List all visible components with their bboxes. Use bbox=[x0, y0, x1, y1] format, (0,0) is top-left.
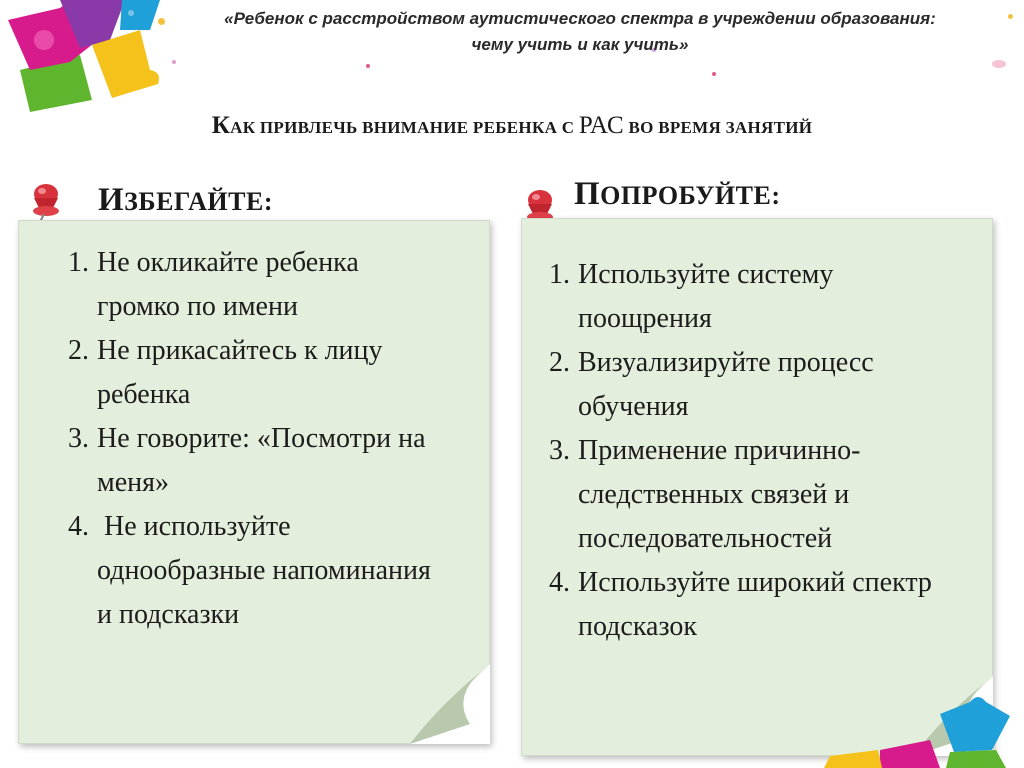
item-number: 2. bbox=[68, 335, 89, 366]
avoid-heading-rest: ЗБЕГАЙТЕ: bbox=[124, 187, 273, 216]
title-first-letter: К bbox=[211, 112, 231, 139]
puzzle-piece-green bbox=[946, 750, 1006, 768]
puzzle-piece-blue bbox=[940, 697, 1010, 752]
puzzle-pieces-logo bbox=[0, 0, 165, 120]
page-curl-left bbox=[410, 664, 490, 744]
item-text: Применение причинно-следственных связей и последовательностей bbox=[578, 435, 861, 554]
item-number: 3. bbox=[68, 423, 89, 454]
avoid-heading bbox=[98, 182, 273, 219]
item-text: Используйте систему поощрения bbox=[578, 259, 834, 334]
decor-dot bbox=[366, 64, 370, 68]
try-note-card bbox=[521, 218, 993, 756]
item-number: 3. bbox=[549, 435, 570, 466]
item-text: Не прикасайтесь к лицу ребенка bbox=[97, 335, 383, 410]
item-number: 1. bbox=[68, 247, 89, 278]
item-text: Не говорите: «Посмотри на меня» bbox=[97, 423, 426, 498]
item-text: Не используйте однообразные напоминания и подсказки bbox=[97, 511, 438, 630]
item-number: 2. bbox=[549, 347, 570, 378]
try-item bbox=[526, 341, 966, 429]
puzzle-piece-yellow bbox=[824, 750, 882, 768]
header-line-2: чему учить и как учить» bbox=[471, 35, 689, 54]
item-number: 1. bbox=[549, 259, 570, 290]
try-heading-first: П bbox=[574, 176, 601, 212]
slide-title bbox=[0, 112, 1024, 140]
try-item bbox=[526, 429, 966, 561]
avoid-item bbox=[45, 241, 445, 329]
avoid-heading-first: И bbox=[98, 182, 125, 218]
avoid-item bbox=[45, 505, 445, 637]
decor-dot bbox=[128, 10, 134, 16]
item-text: Не окликайте ребенка громко по имени bbox=[97, 247, 359, 322]
try-item bbox=[526, 253, 966, 341]
decor-dot bbox=[712, 72, 716, 76]
presentation-header bbox=[150, 6, 1010, 58]
item-text: Визуализируйте процесс обучения bbox=[578, 347, 874, 422]
title-rest-1: АК ПРИВЛЕЧЬ ВНИМАНИЕ РЕБЕНКА С bbox=[230, 118, 579, 137]
try-item bbox=[526, 561, 966, 649]
item-number: 4. bbox=[68, 511, 89, 542]
puzzle-pieces-corner-icon bbox=[820, 690, 1024, 768]
decor-dot bbox=[172, 60, 176, 64]
item-number: 4. bbox=[549, 567, 570, 598]
title-rest-2: ВО ВРЕМЯ ЗАНЯТИЙ bbox=[623, 118, 813, 137]
puzzle-piece-magenta bbox=[880, 740, 940, 768]
decor-dot bbox=[992, 60, 1006, 68]
avoid-item bbox=[45, 329, 445, 417]
header-line-1: «Ребенок с расстройством аутистического спектра в учреждении образования: bbox=[224, 9, 936, 28]
avoid-note-card bbox=[18, 220, 490, 744]
try-heading-rest: ОПРОБУЙТЕ: bbox=[600, 181, 781, 210]
item-text: Используйте широкий спектр подсказок bbox=[578, 567, 932, 642]
title-abbr: РАС bbox=[578, 112, 624, 139]
avoid-item bbox=[45, 417, 445, 505]
try-heading bbox=[574, 176, 781, 213]
